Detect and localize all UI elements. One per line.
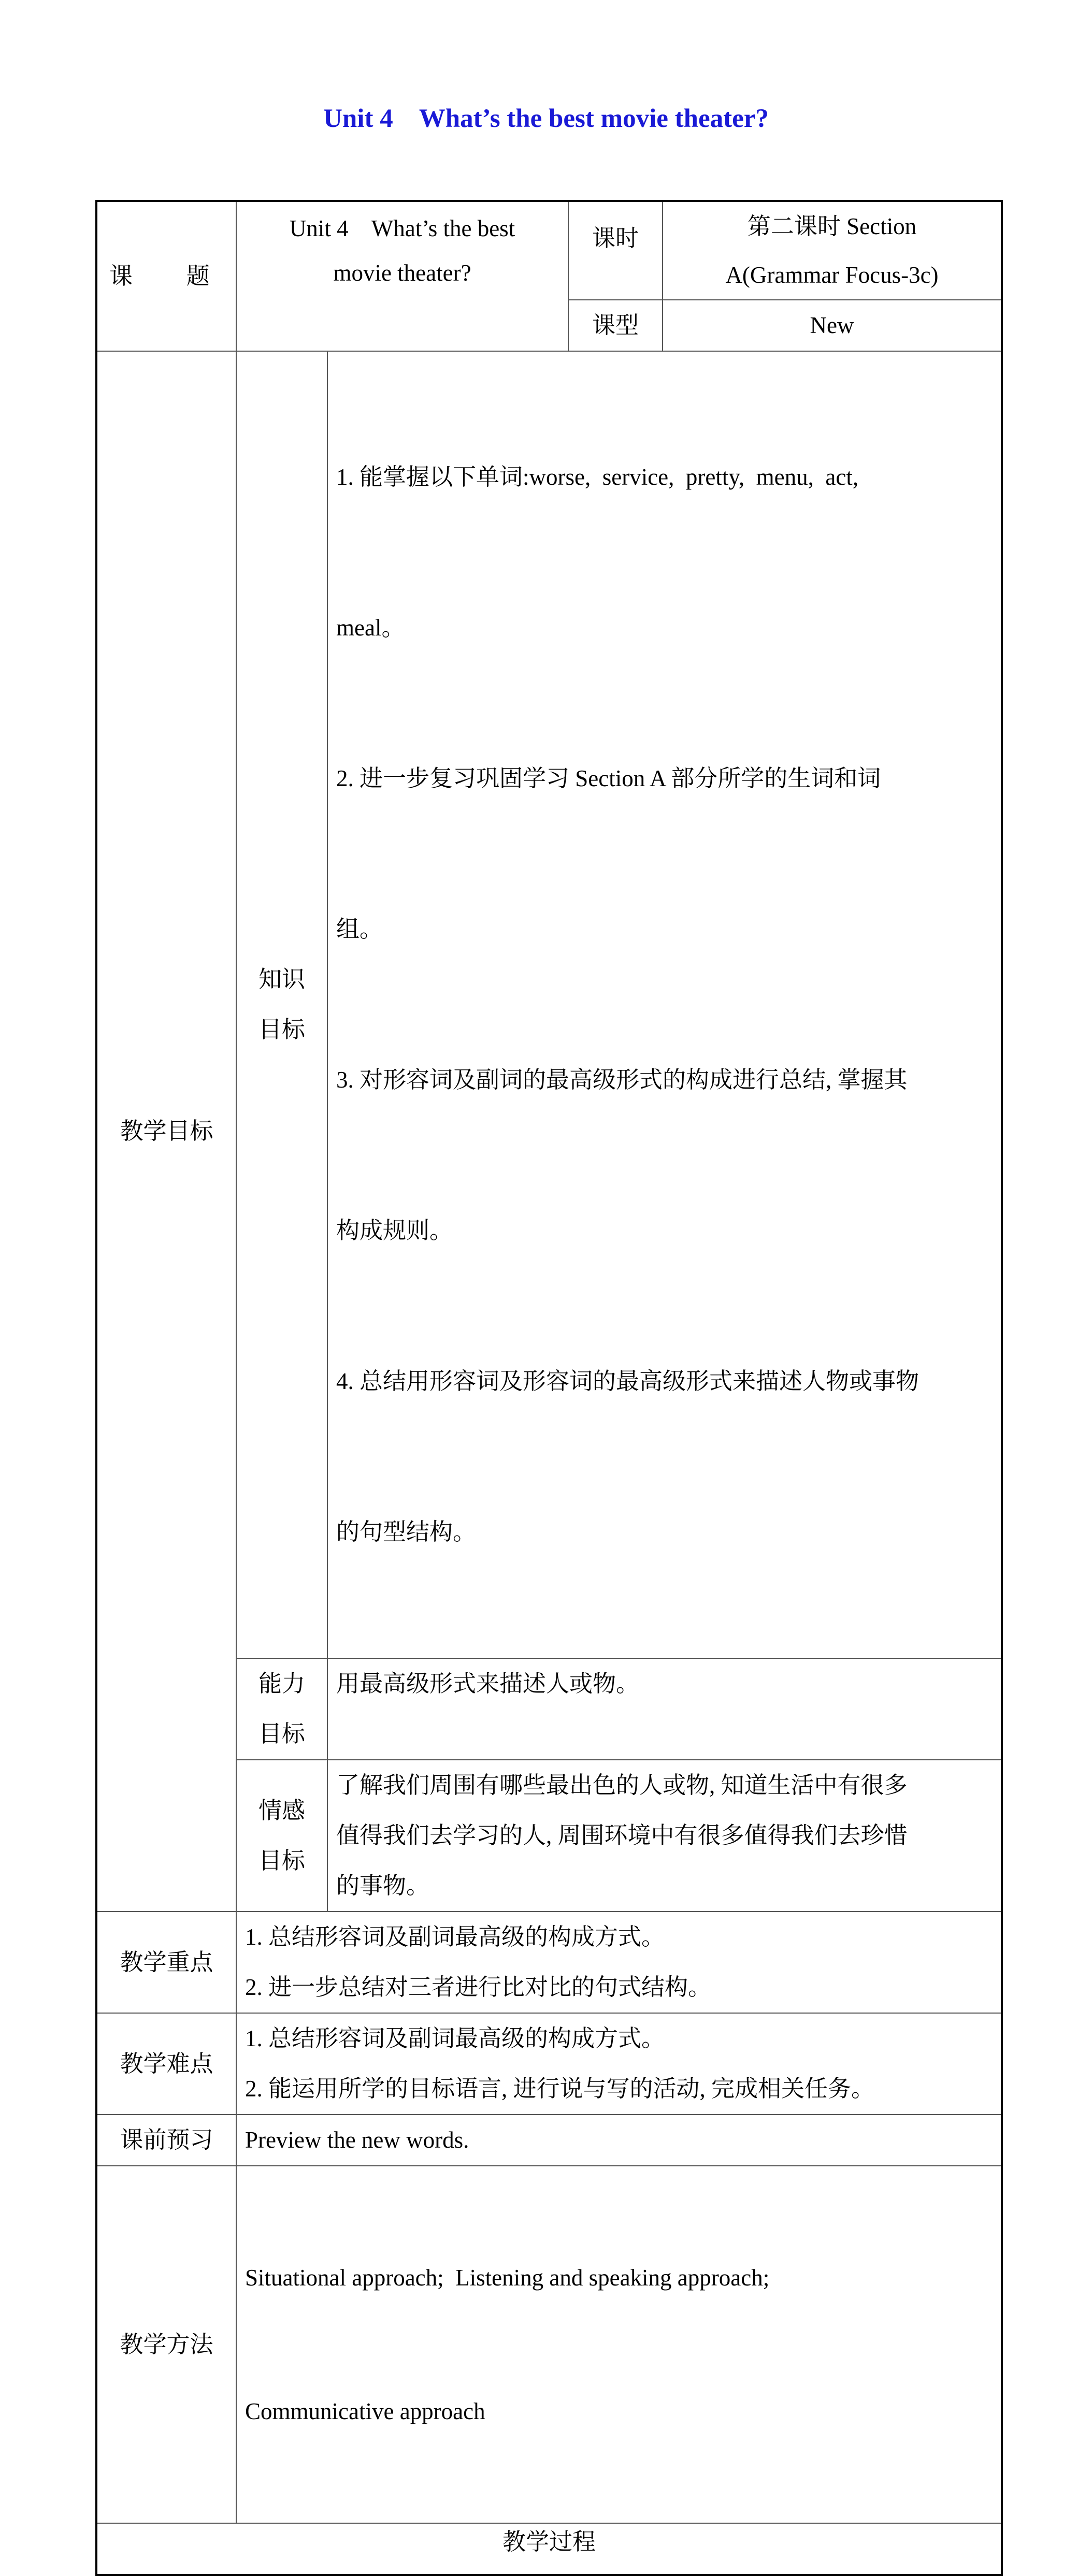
- document-title: Unit 4 What’s the best movie theater?: [323, 104, 769, 133]
- emotion-label-line-2: 目标: [258, 1847, 305, 1874]
- period-value-line-2: A(Grammar Focus-3c): [725, 262, 939, 288]
- knowledge-line-8: 的句型结构。: [336, 1519, 477, 1545]
- type-value: New: [663, 300, 1002, 351]
- preview-content: Preview the new words.: [236, 2115, 1002, 2166]
- period-value-line-1: 第二课时 Section: [747, 213, 917, 239]
- emotion-label-line-1: 情感: [258, 1797, 305, 1824]
- emotion-content: [327, 1760, 1002, 1912]
- methods-line-2: Communicative approach: [245, 2398, 485, 2424]
- emotion-line-2: 值得我们去学习的人, 周围环境中有很多值得我们去珍惜: [336, 1822, 908, 1848]
- difficulties-label: 教学难点: [96, 2013, 236, 2115]
- knowledge-label-cell: [236, 351, 327, 1658]
- methods-label: 教学方法: [96, 2166, 236, 2523]
- difficulties-content: [236, 2013, 1002, 2115]
- ability-label-cell: [236, 1658, 327, 1760]
- ability-label-line-1: 能力: [258, 1671, 305, 1697]
- lesson-plan-table: [95, 200, 1003, 2576]
- topic-label-cell: [96, 201, 236, 351]
- difficulties-line-1: 1. 总结形容词及副词最高级的构成方式。: [245, 2025, 665, 2051]
- period-value-cell: [663, 201, 1002, 300]
- methods-line-1: Situational approach; Listening and speaking approach;: [245, 2265, 770, 2291]
- emotion-label-cell: [236, 1760, 327, 1912]
- knowledge-line-4: 组。: [336, 916, 383, 942]
- knowledge-content: [327, 351, 1002, 1658]
- ability-label-line-2: 目标: [258, 1721, 305, 1747]
- difficulties-line-2: 2. 能运用所学的目标语言, 进行说与写的活动, 完成相关任务。: [245, 2076, 875, 2102]
- knowledge-line-6: 构成规则。: [336, 1218, 453, 1243]
- objectives-label: 教学目标: [96, 351, 236, 1912]
- knowledge-label-line-2: 目标: [258, 1017, 305, 1043]
- knowledge-line-2: meal。: [336, 615, 405, 641]
- topic-value-line-2: movie theater?: [333, 260, 471, 286]
- knowledge-line-7: 4. 总结用形容词及形容词的最高级形式来描述人物或事物: [336, 1368, 919, 1394]
- key-points-line-2: 2. 进一步总结对三者进行比对比的句式结构。: [245, 1974, 712, 2000]
- emotion-line-1: 了解我们周围有哪些最出色的人或物, 知道生活中有很多: [336, 1772, 908, 1798]
- methods-content: [236, 2166, 1002, 2523]
- topic-value-line-1: Unit 4 What’s the best: [289, 215, 515, 241]
- key-points-label: 教学重点: [96, 1912, 236, 2013]
- knowledge-line-5: 3. 对形容词及副词的最高级形式的构成进行总结, 掌握其: [336, 1067, 908, 1093]
- type-label: 课型: [568, 300, 663, 351]
- period-label: 课时: [568, 201, 663, 300]
- key-points-content: [236, 1912, 1002, 2013]
- topic-value-cell: [236, 201, 568, 351]
- knowledge-label-line-1: 知识: [258, 966, 305, 992]
- preview-label: 课前预习: [96, 2115, 236, 2166]
- knowledge-line-1: 1. 能掌握以下单词:worse, service, pretty, menu, act,: [336, 464, 859, 490]
- ability-content: 用最高级形式来描述人或物。: [327, 1658, 1002, 1760]
- topic-label: 课 题: [109, 263, 224, 289]
- key-points-line-1: 1. 总结形容词及副词最高级的构成方式。: [245, 1924, 665, 1950]
- process-label: 教学过程: [96, 2523, 1002, 2575]
- knowledge-line-3: 2. 进一步复习巩固学习 Section A 部分所学的生词和词: [336, 765, 881, 791]
- emotion-line-3: 的事物。: [336, 1873, 430, 1899]
